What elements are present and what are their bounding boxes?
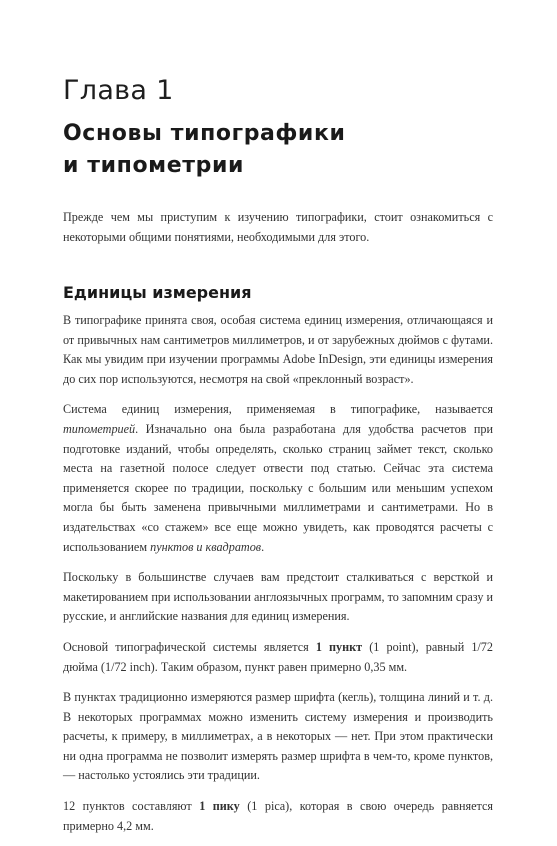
term-typometry: типометрией [63,421,136,436]
body-text [63,311,493,846]
paragraph-5: В пунктах традиционно измеряются размер шрифта (кегль), толщина линий и т. д. В некоторых программах можно изменить систему измерения и производить расчеты, к примеру, в миллиметрах, а в некоторых — нет. При этом практически ни одна программа не позволит измерять размер шрифта в чем-то, кроме пунктов, — настолько устоялись эти традиции. [63,690,493,783]
paragraph-2-text-a: Система единиц измерения, применяемая в типографике, называется [63,402,493,417]
chapter-label: Глава 1 [63,75,174,106]
chapter-title-line-2: и типометрии [63,153,244,178]
paragraph-2 [63,400,493,557]
paragraph-6-text-b: (1 pica), которая в свою очередь равняется примерно 4,2 мм. [63,799,493,833]
paragraph-2-text-c: . [261,539,265,554]
paragraph-6-text-a: 12 пунктов составляют [63,799,200,814]
term-point: 1 пункт [315,639,363,654]
intro-paragraph: Прежде чем мы приступим к изучению типографики, стоит ознакомиться с некоторыми общими понятиями, необходимыми для этого. [63,210,493,244]
paragraph-4-text-b: (1 point), равный 1/72 дюйма (1/72 inch). Таким образом, пункт равен примерно 0,35 мм. [63,639,493,674]
term-points-and-quads: пунктов и квадратов [150,539,262,554]
chapter-title [63,118,503,182]
chapter-title-line-1: Основы типографики [63,121,346,146]
paragraph-4 [63,638,493,677]
paragraph-6 [63,797,493,836]
paragraph-2-text-b: . Изначально она была разработана для удобства расчетов при подготовке изданий, чтобы определять, сколько страниц займет текст, сколько места на газетной полосе следует отвести под статью. Сейчас эта система применяется скорее по традиции, поскольку с большим или меньшим успехом могла бы быть заменена привычными миллиметрами и сантиметрами. Но в издательствах «со стажем» все еще можно увидеть, как проводятся расчеты с использованием [63,421,493,554]
section-heading: Единицы измерения [63,283,252,302]
paragraph-3: Поскольку в большинстве случаев вам предстоит сталкиваться с версткой и макетированием при использовании англоязычных программ, то запомним сразу и русские, и английские названия для единиц измерения. [63,570,493,624]
term-pica: 1 пику [199,799,240,814]
paragraph-4-text-a: Основой типографической системы является [63,639,316,654]
paragraph-1: В типографике принята своя, особая система единиц измерения, отличающаяся и от привычных нам сантиметров миллиметров, и от зарубежных дюймов с футами. Как мы увидим при изучении программы Adobe InDesign, эти единицы измерения до сих пор используются, несмотря на свой «преклонный возраст». [63,313,493,386]
